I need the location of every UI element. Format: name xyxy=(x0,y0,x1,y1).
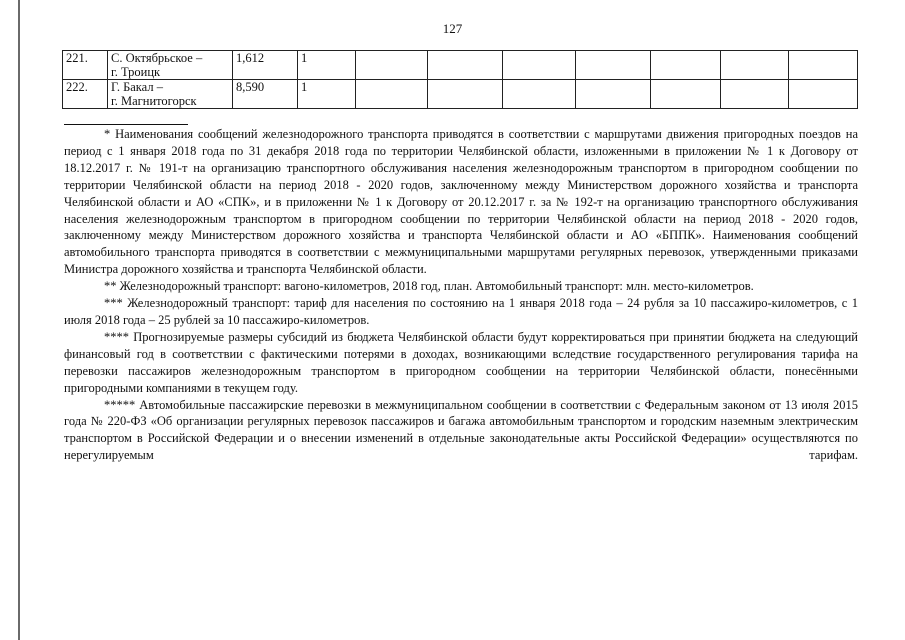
row-number: 221. xyxy=(63,51,108,80)
footnotes xyxy=(64,126,858,464)
page-number: 127 xyxy=(442,21,463,36)
empty-cell xyxy=(503,51,576,80)
route-line: г. Троицк xyxy=(111,65,161,79)
table-row xyxy=(63,80,858,109)
empty-cell xyxy=(576,80,651,109)
route-line: г. Магнитогорск xyxy=(111,94,197,108)
scan-edge-line xyxy=(18,0,20,640)
empty-cell xyxy=(428,80,503,109)
route-cell xyxy=(108,80,233,109)
empty-cell xyxy=(721,80,789,109)
empty-cell xyxy=(576,51,651,80)
route-cell xyxy=(108,51,233,80)
value-cell: 1 xyxy=(298,51,356,80)
empty-cell xyxy=(651,51,721,80)
empty-cell xyxy=(789,51,858,80)
route-line: Г. Бакал – xyxy=(111,80,163,94)
footnote-separator xyxy=(64,124,188,125)
empty-cell xyxy=(428,51,503,80)
footnote-1: * Наименования сообщений железнодорожного транспорта приводятся в соответствии с маршрутами движения пригородных поездов на период с 1 января 2018 года по 31 декабря 2018 года по территории Челябинской области, изложенными в приложении № 1 к Договору от 18.12.2017 г. № 191-т на организацию транспортного обслуживания населения железнодорожным транспортом в пригородном сообщении по территории Челябинской области на период 2018 - 2020 годов, заключенному между Министерством дорожного хозяйства и транспорта Челябинской области и АО «СПК», и в приложенни № 1 к Договору от 20.12.2017 г. за № 192-т на организацию транспортного обслуживания населения железнодорожным транспортом в пригородном сообщении по территории Челябинской области на период 2018 - 2020 годов, заключенному между Министерством дорожного хозяйства и транспорта Челябинской области и АО «БППК». Наименования сообщений автомобильного транспорта приводятся в соответствии с межмуниципальными маршрутами регулярных перевозок, утвержденными приказами Министра дорожного хозяйства и транспорта Челябинской области. xyxy=(64,127,858,277)
value-cell: 1 xyxy=(298,80,356,109)
table-row xyxy=(63,51,858,80)
footnote-3: *** Железнодорожный транспорт: тариф для населения по состоянию на 1 января 2018 года – 24 рубля за 10 пассажиро-километров, с 1 июля 2018 года – 25 рублей за 10 пассажиро-километров. xyxy=(64,296,858,327)
empty-cell xyxy=(651,80,721,109)
empty-cell xyxy=(721,51,789,80)
route-line: С. Октябрьское – xyxy=(111,51,203,65)
routes-table xyxy=(62,50,858,109)
row-number: 222. xyxy=(63,80,108,109)
empty-cell xyxy=(503,80,576,109)
empty-cell xyxy=(789,80,858,109)
distance-cell: 1,612 xyxy=(233,51,298,80)
distance-cell: 8,590 xyxy=(233,80,298,109)
footnote-2: ** Железнодорожный транспорт: вагоно-километров, 2018 год, план. Автомобильный транспорт: млн. место-километров. xyxy=(104,279,754,294)
footnote-4: **** Прогнозируемые размеры субсидий из бюджета Челябинской области будут корректироваться при принятии бюджета на следующий финансовый год в соответствии с фактическими потерями в доходах, возникающими вследствие государственного регулирования тарифа на перевозки пассажиров железнодорожным транспортом в пригородном сообщении на территории Челябинской области, понесёнными пригородными компаниями в текущем году. xyxy=(64,329,858,395)
footnote-5: ***** Автомобильные пассажирские перевозки в межмуниципальном сообщении в соответствии с Федеральным законом от 13 июля 2015 года № 220-ФЗ «Об организации регулярных перевозок пассажиров и багажа автомобильным транспортом и городским наземным электрическим транспортом в Российской Федерации и о внесении изменений в отдельные законодательные акты Российской Федерации» осуществляются по нерегулируемым тарифам. xyxy=(64,397,858,463)
empty-cell xyxy=(356,80,428,109)
empty-cell xyxy=(356,51,428,80)
